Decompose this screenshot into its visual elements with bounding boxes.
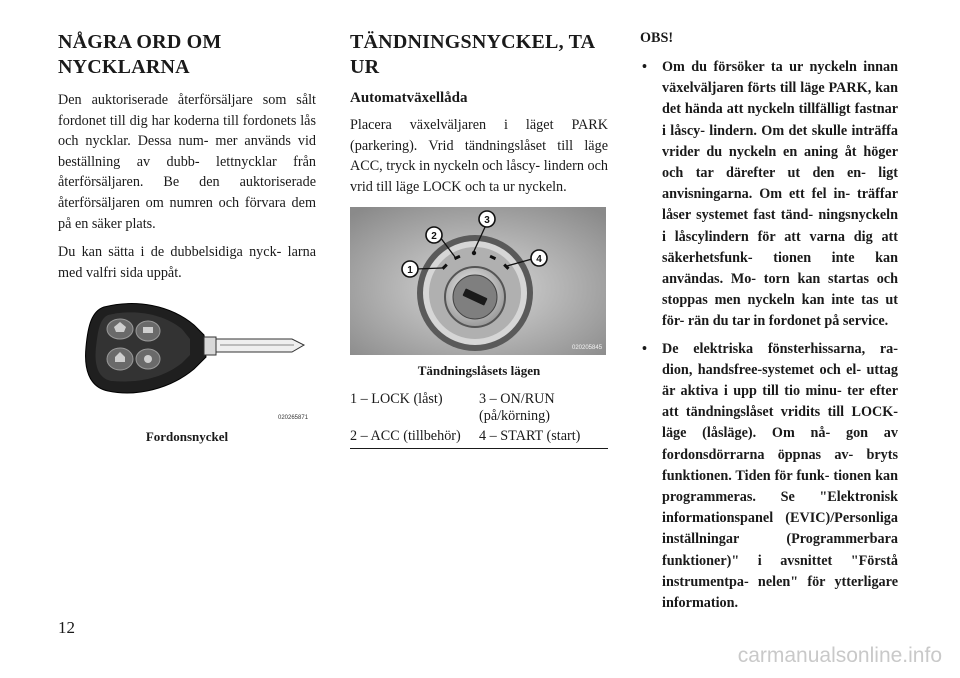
note-item-key-stuck — [640, 57, 898, 333]
column-middle — [350, 30, 608, 449]
legend-item-start: 4 – START (start) — [479, 428, 581, 445]
section-heading-remove-key: TÄNDNINGSNYCKEL, TA UR — [350, 31, 595, 78]
legend-item-lock: 1 – LOCK (låst) — [350, 391, 443, 408]
paragraph-double-sided: Du kan sätta i de dubbelsidiga nyck- larna med valfri sida uppåt. — [58, 244, 316, 281]
note-text: De elektriska fönsterhissarna, ra- dion, handsfree-systemet och el- uttag är aktiva i upp till tio minu- ter efter att tändningslåset vridits till LOCK-läge (låsläge). Om nå- gon av fordonsdörrarna öppnas av- bryts funktionen. Tiden för funk- tionen kan programmeras. Se "Elektronisk informationspanel (EVIC)/Personliga inställningar (Programmerbara funktioner)" i avsnittet "Förstå instrumentpa- nelen" för ytterligare information. — [662, 340, 898, 612]
figure-vehicle-key — [58, 297, 316, 425]
ignition-switch-illustration — [350, 207, 606, 355]
note-label: OBS! — [640, 30, 674, 46]
note-item-accessory-delay — [640, 339, 898, 615]
legend-item-acc: 2 – ACC (tillbehör) — [350, 428, 461, 445]
figure-caption-key: Fordonsnyckel — [145, 429, 229, 445]
callout-label-3: 3 — [484, 215, 490, 227]
figure-ignition-positions — [350, 207, 606, 355]
bullet-icon: • — [642, 59, 647, 75]
paragraph-remove-key: Placera växelväljaren i läget PARK (parkering). Vrid tändningslåset till läge ACC, tryck in nyckeln och låscy- lindern och vrid till läge LOCK och ta ur nyckeln. — [350, 117, 608, 195]
position-legend — [350, 391, 608, 449]
subheading-automatic: Automatväxellåda — [350, 90, 468, 106]
note-list — [640, 57, 898, 614]
figure-code: 020205845 — [572, 345, 603, 352]
callout-label-2: 2 — [431, 231, 437, 243]
callout-label-1: 1 — [407, 265, 413, 277]
paragraph-key-codes: Den auktoriserade återförsäljare som sålt fordonet till dig har koderna till fordonets lås och nycklar. Dessa num- mer används vid beställning av dubb- lettnycklar från återförsäljaren. Be den auktoriserade återförsäljaren om numren och förvara dem på en säker plats. — [58, 92, 316, 232]
figure-caption-ignition: Tändningslåsets lägen — [417, 363, 541, 379]
callout-label-4: 4 — [536, 254, 542, 266]
legend-item-on-run: 3 – ON/RUN (på/körning) — [479, 391, 555, 425]
column-right — [640, 30, 898, 620]
section-heading-keys: NÅGRA ORD OM NYCKLARNA — [58, 31, 222, 78]
key-fob-illustration — [58, 297, 316, 425]
page-number: 12 — [58, 618, 75, 637]
note-text: Om du försöker ta ur nyckeln innan växelväljaren förts till läge PARK, kan det hända att nyckeln tillfälligt fastnar i låscy- lindern. Om det skulle inträffa vrider du nyckeln en aning åt höger och tar därefter ut den en- ligt anvisningarna. Om ett fel in- träffar låser systemet fast tänd- ningsnyckeln i låscylindern för att varna dig att säkerhetsfunk- tionen inte kan användas. Mo- torn kan startas och stoppas men nyckeln kan inte tas ut för- rän du tar in fordonet på service. — [662, 59, 898, 330]
bullet-icon: • — [642, 340, 647, 357]
figure-code: 020265871 — [278, 415, 309, 422]
column-left — [58, 30, 316, 445]
legend-divider — [350, 448, 608, 449]
watermark: carmanualsonline.info — [737, 644, 942, 667]
legend-row — [350, 428, 608, 445]
legend-row — [350, 391, 608, 425]
